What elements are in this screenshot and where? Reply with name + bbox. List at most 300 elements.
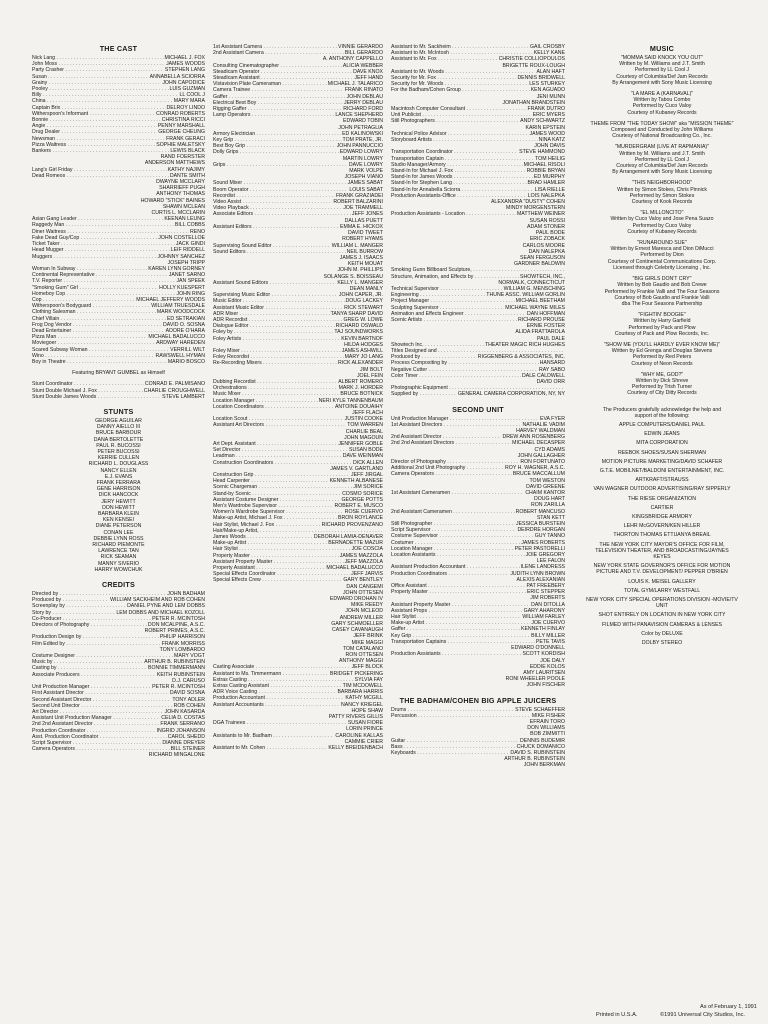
credit-name: JIM SORICE <box>353 484 383 491</box>
credit-name: RICHARD PROVENZANO <box>321 521 383 528</box>
acknowledgement: NEW YORK STATE GOVERNOR'S OFFICE FOR MOTION PICTURE AND T.V. DEVELOPMENT/ PEPPER O'BRIEN <box>593 563 731 576</box>
credit-name: JOE TRAMMELL <box>343 205 383 212</box>
credit-name: SUSAN ROSSI <box>529 217 565 224</box>
credit-name: DAN HOFFMAN <box>526 310 565 317</box>
credit-name: EDWARD DROHAN IV <box>329 596 383 603</box>
credit-role: Cop . . . <box>32 297 135 303</box>
credit-role: Location Coordinators . . . <box>213 404 334 410</box>
credit-row <box>32 359 205 365</box>
credit-name: MARY MARA <box>173 98 205 105</box>
credit-name: NATHALIE VADIM <box>522 421 565 428</box>
credit-role: Location Assistants . . . <box>391 552 525 558</box>
credit-role: Drug Dealer . . . <box>32 129 157 135</box>
credit-name: STEVE HAMMOND <box>519 149 565 156</box>
credit-role: Supplied by . . . <box>391 391 457 397</box>
credit-role: Process Compositing by . . . <box>391 360 539 366</box>
credit-role: Extras Casting . . . <box>213 677 354 683</box>
credit-row <box>391 391 565 397</box>
credit-role: Assistant Costume Designer . . . <box>213 497 340 503</box>
credit-role: Storyboard Artists . . . <box>391 137 538 143</box>
second-unit-list <box>391 416 565 689</box>
credit-role: Video Assist . . . <box>213 199 332 205</box>
credit-name: DENNIS BRIDWELL <box>517 75 565 82</box>
credit-name: DOUG LACKEY <box>345 298 383 305</box>
credit-name: NANCY KRIEGEL <box>341 701 383 708</box>
credit-name: NINA KATZ <box>538 137 565 144</box>
credit-name: MIKE MAGGI <box>351 639 383 646</box>
credit-name: DENNIS BUDEMIR <box>520 737 565 744</box>
credit-role: Stand-In for Stephen Lang . . . <box>391 180 527 186</box>
stunt-performer: DANNY AIELLO III <box>96 424 141 431</box>
credit-name: HARVEY WALDMAN <box>516 427 565 434</box>
credit-role: Stand-by Scenic . . . <box>213 491 341 497</box>
credit-name: PAUL BODE <box>535 230 565 237</box>
credit-name: A. ANTHONY CAPPELLO <box>322 56 383 63</box>
credit-role: Directors of Photography . . . <box>32 622 147 628</box>
credit-name: THUNE ASSC. WILLIAM GORLIN <box>486 292 565 299</box>
credit-role: Clothing Salesman . . . <box>32 309 156 315</box>
credit-name: JEFF BRINK <box>353 633 383 640</box>
credit-name: CAROL SHEDD <box>167 733 205 740</box>
credit-name: JAMES J. ISAACS <box>339 254 383 261</box>
song-credit <box>572 91 752 116</box>
credit-name: JAMES SABAT <box>347 180 383 187</box>
credit-name: RICHARD FORD <box>343 106 383 113</box>
song-credit <box>572 312 752 337</box>
credit-name: ARDWAY HAREDEN <box>156 340 205 347</box>
stunt-performer: KERRIE CULLEN <box>97 455 140 462</box>
credit-name: MICHAEL J. FOX <box>164 55 205 61</box>
credit-role: 2nd Assistant Cameramen . . . <box>391 509 515 515</box>
featuring-line: Featuring BRYANT GUMBEL as Himself <box>72 370 165 377</box>
credit-role: Best Boy Grip . . . <box>213 143 336 149</box>
song-title: "LA MARE A (KARNAVAL)" <box>630 91 694 98</box>
credit-role: Script Supervisor . . . <box>32 740 161 746</box>
credit-name: GARY BENTLEY <box>343 577 383 584</box>
credit-role: Assistant Property Master . . . <box>213 559 344 565</box>
crew-list-continued <box>391 44 565 398</box>
credit-name: DANIEL PYNE AND LEM DOBBS <box>127 603 205 610</box>
song-detail: Composed and Conducted by John Williams <box>610 127 714 134</box>
credit-name: MICHAEL WAYNE MILES <box>505 304 565 311</box>
credit-role: Additional 2nd Unit Photography . . . <box>391 465 504 471</box>
credit-name: NORWALK, CONNECTICUT <box>498 279 565 286</box>
song-detail: Written by M. Williams and J.T. Smith <box>619 61 705 68</box>
credit-name: DWAYNE MCCLARY <box>156 179 205 186</box>
credit-role: 1st Assistant Cameramen . . . <box>391 490 524 496</box>
acknowledgement: EDWIN JEANS <box>644 431 680 438</box>
credit-role: Project Manager . . . <box>391 298 515 304</box>
credit-name: DEIRDRE HORGAN <box>517 527 565 534</box>
credit-role: Script Supervisor . . . <box>391 527 516 533</box>
acknowledgement: LOUIS K. MEISEL GALLERY <box>628 578 696 585</box>
song-detail: Licensed through Celebrity Licensing , Inc. <box>613 264 711 271</box>
credit-name: ROBERT HYAMS <box>342 236 383 243</box>
credit-name: SHOWTECH, INC., <box>520 273 565 280</box>
credit-name: ERIC ZOBACK <box>529 236 565 243</box>
credit-name: SOLANGE S. BOISSEAU <box>323 273 383 280</box>
stunt-performer: RICHARD PIEMONTE <box>92 542 145 549</box>
credit-role: Smoking Gunn Billboard Sculpture, . . . <box>391 267 564 273</box>
credit-role: Assistant Music Editor . . . <box>213 305 343 311</box>
credit-role: Technical Supervisor . . . <box>391 286 503 292</box>
credit-name: DON WILLIAMS <box>527 725 565 732</box>
credit-role: Assistant to Mr. Cohen . . . <box>213 745 327 751</box>
song-detail: Written by Harry Garfield <box>633 318 691 325</box>
song-detail: Courtesy of Neon Records <box>631 360 693 367</box>
song-detail: Written by Ernest Maresca and Dion DiMucci <box>610 246 714 253</box>
credit-role: Construction Grip . . . <box>213 472 350 478</box>
credit-name: EDWARD O'DONNELL <box>511 645 565 652</box>
credit-name: LANCE SHEPHERD <box>335 112 383 119</box>
credit-role: Sound Mixer . . . <box>213 180 347 186</box>
credit-role: Assistant to Mr. McIntosh . . . <box>391 50 533 56</box>
credit-name: VINNIE GERARDO <box>338 44 383 50</box>
credit-row <box>32 752 205 758</box>
credit-role: Engineering . . . <box>391 292 485 298</box>
credit-name: DAVE LOWRY <box>348 161 383 168</box>
credit-name: JAMES ROBERTS <box>521 539 565 546</box>
credit-name: JOHN BADHAM <box>167 591 205 598</box>
credit-name: MICHAEL BADALUCCO <box>326 565 383 572</box>
credit-role: Hair Stylist . . . <box>391 614 521 620</box>
credit-name: HOWARD "STICK" BAINES <box>140 197 205 204</box>
credit-role: Supervising Sound Editor . . . <box>213 243 331 249</box>
credit-name: HILDA HODGES <box>344 341 383 348</box>
credit-name: JERRY DEBLAU <box>343 99 383 106</box>
credit-name: EDWARD TOBIN <box>343 118 383 125</box>
acknowledgement: TOTAL GYM/LARRY WESTFALL <box>623 587 701 594</box>
footer-printed: Printed in U.S.A. <box>596 1012 638 1018</box>
credit-role: Film Edited by . . . <box>32 641 161 647</box>
credit-name: RAND FOERSTER <box>160 154 205 161</box>
credit-role: 2nd Assistant Director . . . <box>391 434 501 440</box>
credit-name: EDWARD LOWRY <box>339 149 383 156</box>
song-credit <box>572 180 752 205</box>
credit-name: DREW ANN ROSENBERG <box>502 434 565 441</box>
stunt-performer: LAWRENCE TAN <box>98 548 139 555</box>
song-title: THEME FROM "THE TODAY SHOW" aka "MISSION THEME" <box>590 120 734 127</box>
credit-name: PETER R. MCINTOSH <box>152 684 205 691</box>
credit-name: ROBERT PRIMES, A.S.C. <box>144 628 205 635</box>
credit-name: ALBERT ROMERO <box>338 378 383 385</box>
credit-role: Stand-In for Annabella Sciorra . . . <box>391 187 534 193</box>
credit-name: ROBERT BALZARINI <box>333 199 383 206</box>
credit-name: PETER R. MCINTOSH <box>152 615 205 622</box>
song-detail: Performed by Cuco Valoy <box>632 222 692 229</box>
credit-name: CHRISTIE COLLIOPOULOS <box>498 56 565 63</box>
credit-name: JEFF JIRGAL <box>351 472 383 479</box>
credit-name: CYD ADAMS <box>534 446 565 453</box>
credit-name: JOHN DAVIS <box>534 143 565 150</box>
credit-name: SHAWN MCLEAN <box>162 203 205 210</box>
credit-name: MIKE REEDY <box>351 602 383 609</box>
credit-name: BOB ZIMMITTI <box>530 731 565 738</box>
credit-role: Assistant Accountants . . . <box>213 702 340 708</box>
credit-name: STEVE SCHAEFFER <box>515 706 565 713</box>
credit-role: Re-Recording Mixers . . . <box>213 360 337 366</box>
credit-role: Property Master . . . <box>213 553 339 559</box>
credit-role: Dubbing Recordist . . . <box>213 379 337 385</box>
credit-role: Bonnie . . . <box>32 117 161 123</box>
song-detail: Courtesy of Continental Communications Corp. <box>607 258 717 265</box>
credit-name: CASEY CAVANAUGH <box>331 627 383 634</box>
credit-name: JACK GINDI <box>175 241 205 248</box>
credit-role: James Woods . . . <box>213 534 313 540</box>
credit-name: MARIO BOSCO <box>167 358 205 365</box>
credit-name: DAVID S. RUBINSTEIN <box>510 749 565 756</box>
song-credit <box>572 240 752 271</box>
credit-name: GARY SCHMOELLER <box>331 620 383 627</box>
credit-role: Make-up Artist, Michael J. Fox . . . <box>213 515 337 521</box>
credit-name: KENNETH ALBANESE <box>329 478 383 485</box>
credit-name: DIANNE DREYER <box>162 739 205 746</box>
credit-role: Lamp Operators . . . <box>213 112 334 118</box>
credit-name: ALIDA FRATTAROLA <box>515 329 565 336</box>
credit-role: Hair Stylist . . . <box>213 546 351 552</box>
song-detail: Performed by Trish Turner <box>631 384 693 391</box>
credit-role: Dolly Grips . . . <box>213 149 339 155</box>
song-title: "THIS NEIGHBORHOOD" <box>631 180 693 187</box>
credit-name: RONI WHEELER POOLE <box>505 676 565 683</box>
credit-name: DANTE SMITH <box>169 172 205 179</box>
stunt-doubles-list <box>32 381 205 400</box>
song-credit <box>572 210 752 235</box>
song-detail: Performed by LL Cool J <box>634 156 690 163</box>
credit-role: Second Assistant Director . . . <box>32 697 171 703</box>
credit-role: Steadicam Assistant . . . <box>213 75 353 81</box>
credit-role: Co-Producer . . . <box>32 616 151 622</box>
credit-name: JEFF HAND <box>354 75 383 82</box>
credit-role: Property Assistant . . . <box>213 565 325 571</box>
stunt-performer: GEORGE AGUILAR <box>95 417 142 424</box>
credit-role: Foley Recordist . . . <box>213 354 344 360</box>
stunt-performer: DIANE PETERSON <box>95 523 142 530</box>
credit-name: JENI MUNN <box>536 93 565 100</box>
credit-name: DAVE WEINMAN <box>342 453 383 460</box>
song-title: "SHOW ME (YOU'LL HARDLY EVER KNOW ME)" <box>603 341 721 348</box>
credit-role: For the Badham/Cohen Group . . . <box>391 87 530 93</box>
credit-name: JUSTIN COOKE <box>344 416 383 423</box>
credit-name: CONRAD E. PALMISANO <box>144 381 205 388</box>
credit-name: KATHY MCGILL <box>345 695 383 702</box>
credit-role: Unit Publicist . . . <box>391 112 532 118</box>
credit-role: Photographic Equipment . . . <box>391 385 564 391</box>
acknowledgement: MITA CORPORATION <box>636 440 688 447</box>
acknowledgement: LEHR McGOVERN/KEN HILLER <box>623 523 701 530</box>
credit-name: BONNIE TIMMERMANN <box>148 665 205 672</box>
credit-role: Susan . . . <box>32 74 149 80</box>
credit-role: Asst. Production Coordinator . . . <box>32 734 167 740</box>
credit-name: TIM MCDOWELL <box>342 682 383 689</box>
credit-role: T.V. Reporter . . . <box>32 278 175 284</box>
credit-name: ROBERT E. MUSCO <box>334 503 383 510</box>
credit-role: Production Coordinator . . . <box>32 728 156 734</box>
stunt-performer: RICHARD L. DOUGLASS <box>88 461 149 468</box>
credit-role: Nick Lang . . . <box>32 55 164 61</box>
credit-name: ALEXIS ALEXANIAN <box>516 576 565 583</box>
song-detail: Courtesy of Kubaney Records <box>627 228 697 235</box>
credit-role: Fake Dead Guy/Cop . . . <box>32 235 157 241</box>
credit-role: Security for Mr. Fox . . . <box>391 75 516 81</box>
credit-role: Story by . . . <box>32 610 115 616</box>
credit-name: KEN AGUADO <box>530 87 565 94</box>
credit-name: ALICIA WEBBER <box>342 62 383 69</box>
acknowledgement: APPLE COMPUTERS/DANIEL PAUL <box>619 421 705 428</box>
credit-name: AMY LAURITSEN <box>523 669 565 676</box>
song-detail: Written by Tabou Combo <box>633 97 691 104</box>
credit-name: HANSARD <box>539 360 565 367</box>
song-detail: Performed by LL Cool J <box>634 67 690 74</box>
credit-name: WILLIAM TRUESDALE <box>151 303 205 310</box>
credit-name: JOSEPH VIANO <box>344 174 383 181</box>
credit-role: "Smoking Gum" Girl . . . <box>32 285 158 291</box>
credit-name: JOHN CAPER, JR. <box>338 292 383 299</box>
credit-name: LES STURKEY <box>529 81 565 88</box>
credit-name: BERNADETTE MAZUR <box>328 540 383 547</box>
song-detail: Written by M. Williams and J.T. Smith <box>619 150 705 157</box>
credit-name: KEVIN BARTNOF <box>341 335 383 342</box>
credit-role: Costume Supervisor . . . <box>391 533 534 539</box>
credit-row <box>391 762 565 768</box>
credit-role: Screenplay by . . . <box>32 603 126 609</box>
credit-role: Extras Casting Assistant . . . <box>213 683 342 689</box>
credit-role: Boy in Theatre . . . <box>32 359 167 365</box>
acknowledgement: Color by DELUXE <box>641 630 683 637</box>
credit-name: JEFF JARVIS <box>351 571 383 578</box>
credit-role: 2nd Assistant Camera . . . <box>213 50 344 56</box>
credit-role: Assistant Art Directors . . . <box>213 422 346 428</box>
credit-name: KEENAN LEUNG <box>164 216 205 223</box>
credit-name: RAWSWELL HYMAN <box>155 352 205 359</box>
acknowledgement: KINGSBRIDGE ARMORY <box>632 513 692 520</box>
credit-name: JAMES WOODS <box>166 61 205 68</box>
credit-role: Women's Wardrobe Supervisor . . . <box>213 509 344 515</box>
credit-name: ADAM STONER <box>527 223 565 230</box>
credit-name: JOHN PETRAGLIA <box>338 124 383 131</box>
credit-role: Video Playback . . . <box>213 205 342 211</box>
credit-name: RICK ALEXANDER <box>338 360 383 367</box>
credit-role: DGA Trainees . . . <box>213 720 347 726</box>
credit-role: Guitar . . . <box>391 738 519 744</box>
credit-role: Consulting Cinematographer . . . <box>213 63 342 69</box>
song-credit <box>572 276 752 307</box>
credit-role: Casting Associate . . . <box>213 664 351 670</box>
credit-name: ED MURPHY <box>533 174 565 181</box>
acknowledgement: ARTKRAFT/STRAUSS <box>635 477 689 484</box>
credit-role: Art Dept. Assistant . . . <box>213 441 337 447</box>
credit-role: ADR Recordist . . . <box>213 317 343 323</box>
credit-name: CONRAD ROBERTS <box>156 110 205 117</box>
credit-name: LORIN PRINCE <box>346 726 383 733</box>
credit-role: Electrical Best Boy . . . <box>213 100 343 106</box>
credit-name: ANNABELLA SCIORRA <box>149 73 205 80</box>
credit-name: WILLIAM L. MANGER <box>331 242 383 249</box>
credit-role: Camera Operators . . . <box>391 471 512 477</box>
credit-role: Associate Producers . . . <box>32 672 156 678</box>
credit-name: HOPE SHAW <box>351 707 383 714</box>
credit-name: GARY AHARONY <box>523 607 565 614</box>
credit-name: JAMES MAZZOLA <box>339 552 383 559</box>
credit-name: ANTHONY MAGGI <box>338 658 383 665</box>
credit-name: CHUCK DOMANICO <box>516 743 565 750</box>
credit-role: Gaffer . . . <box>391 626 520 632</box>
credit-name: ALAN HAFT <box>536 68 565 75</box>
credit-name: MATTHEW WEINER <box>516 211 565 218</box>
credit-name: ROY H. WAGNER, A.S.C. <box>505 465 565 472</box>
credit-role: Witherspoon's Informant . . . <box>32 111 155 117</box>
credits-list <box>32 591 205 758</box>
credit-name: STEPHEN LANG <box>164 67 205 74</box>
credit-role: Rigging Gaffer . . . <box>213 106 342 112</box>
stunt-performer: JERY HEWITT <box>101 498 136 505</box>
credit-role: Make-up Artist . . . <box>213 540 327 546</box>
credit-role: Assistant to Ms. Timmermann . . . <box>213 671 329 677</box>
credit-name: WILLIAM G. MENSCHING <box>503 285 565 292</box>
credit-name: JOHN BERKMAN <box>523 762 565 769</box>
footer-copyright: ©1991 Universal City Studios, Inc. <box>660 1012 745 1018</box>
credit-name: DALE CALDWELL <box>522 372 565 379</box>
credit-name: LOIS NALEPKA <box>527 192 565 199</box>
credit-name: EVA FYER <box>540 415 565 422</box>
credit-name: PAUL DALE <box>537 335 565 342</box>
credit-role: Second Unit Director . . . <box>32 703 173 709</box>
credit-name: ARTHUR B. RUBINSTEIN <box>144 659 205 666</box>
credit-name: ANTOINE DOUAIHY <box>334 403 383 410</box>
credit-name: DAVE KNOX <box>353 68 383 75</box>
credit-name: GENERAL CAMERA CORPORATION, NY, NY <box>457 391 565 398</box>
credit-role <box>32 752 148 758</box>
credit-name: TONY ADLER <box>172 696 205 703</box>
credit-name: KELLY BREIDENBACH <box>328 744 383 751</box>
credit-name: FRANK SERRANO <box>160 721 205 728</box>
credit-role: Recordist . . . <box>213 193 335 199</box>
credit-name: CELIA D. COSTAS <box>161 715 205 722</box>
credit-name: ILENE LANDRESS <box>520 564 565 571</box>
credit-name: FRANK GRAZIADEI <box>336 192 383 199</box>
credit-name: JEFF BLOCK <box>351 664 383 671</box>
credit-role: Costumer . . . <box>391 540 520 546</box>
credit-name: DEAN MANLY <box>349 285 383 292</box>
credit-name: JOHN FISCHER <box>526 682 565 689</box>
credit-name: JOHN COSTELLOE <box>158 234 205 241</box>
credit-role: Lang's Girl Friday . . . <box>32 167 167 173</box>
credit-role: Hair/Make-up Artist, . . . <box>213 528 382 534</box>
credit-name: JONATHAN BRANDSTEIN <box>502 99 565 106</box>
credit-role: Security for Mr. Woods . . . <box>391 81 528 87</box>
credit-name: DALLAS PUETT <box>344 217 383 224</box>
credit-role: Transportation Captains . . . <box>391 639 535 645</box>
credit-role: Assistant Production Accountant . . . <box>391 564 520 570</box>
credit-role: Color Timer . . . <box>391 373 521 379</box>
credit-role: Billy . . . <box>32 92 178 98</box>
credit-role: Hair Stylist, Michael J. Fox . . . <box>213 522 321 528</box>
credit-name: BRIGETTE ROUX-LOUGH <box>502 62 565 69</box>
credit-role: Transportation Captain . . . <box>391 156 534 162</box>
credit-name: KARIN EPSTEIN <box>525 124 565 131</box>
credit-role: Leadman . . . <box>213 453 342 459</box>
credit-name: KEITH MOUAT <box>347 261 383 268</box>
credit-name: LL COOL J <box>179 92 205 99</box>
credit-name: JOE CUERVO <box>531 620 565 627</box>
credit-name: CURTIS L. MCCLARIN <box>151 210 205 217</box>
credit-name: TOM PRATE, JR. <box>342 137 383 144</box>
stunts-heading: STUNTS <box>103 406 134 416</box>
credit-name: GAIL CROSBY <box>530 44 565 50</box>
stunt-performer: FRANK FERRARA <box>96 480 141 486</box>
song-detail: Performed by Red Peters <box>632 354 692 361</box>
credit-name: JESSICA BURSTEIN <box>515 521 565 528</box>
